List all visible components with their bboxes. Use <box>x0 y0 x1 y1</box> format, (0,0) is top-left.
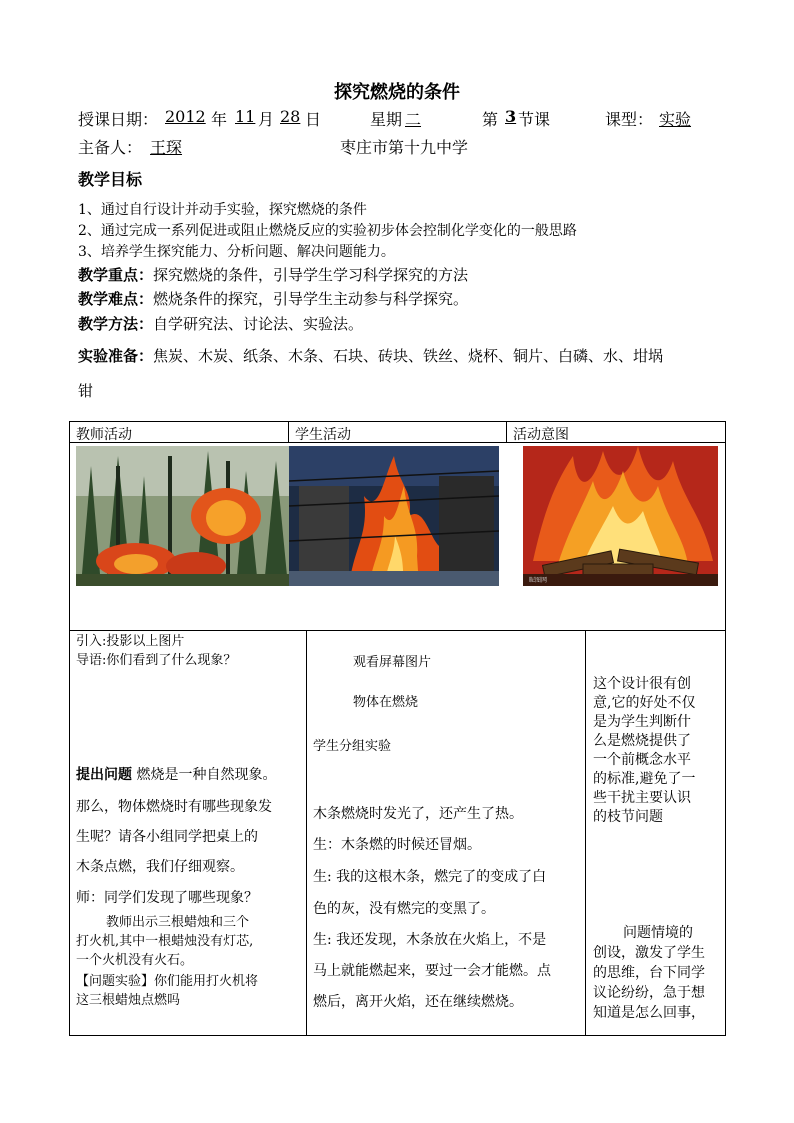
intent-2-line: 议论纷纷，急于想 <box>593 985 705 1001</box>
weekday-label: 星期 <box>370 110 403 129</box>
teacher-line-4: 师：同学们发现了哪些现象？ <box>76 890 258 906</box>
month-value: 11 <box>235 107 256 126</box>
intent-1-line: 么是燃烧提供了 <box>593 733 691 749</box>
type-value: 实验 <box>659 110 692 129</box>
intent-2-line: 知道是怎么回事， <box>593 1005 705 1021</box>
intent-1-line: 意,它的好处不仅 <box>593 695 696 711</box>
method-text: 自学研究法、讨论法、实验法。 <box>153 315 364 333</box>
lesson-suffix: 节课 <box>518 110 551 129</box>
materials <box>78 345 663 366</box>
teacher-demo-2: 打火机,其中一根蜡烛没有灯芯, <box>76 934 254 949</box>
student-10: 燃后，离开火焰，还在继续燃烧。 <box>313 994 523 1010</box>
method <box>78 313 363 334</box>
materials-text: 焦炭、木炭、纸条、木条、石块、砖块、铁丝、烧杯、铜片、白磷、水、坩埚 <box>153 347 664 365</box>
teacher-guide: 导语:你们看到了什么现象？ <box>76 653 237 668</box>
date-label: 授课日期： <box>78 110 159 129</box>
student-9: 马上就能燃起来，要过一会才能燃。点 <box>313 963 551 979</box>
page-title: 探究燃烧的条件 <box>334 82 460 103</box>
key-point <box>78 264 468 285</box>
header-teacher: 教师活动 <box>76 427 132 443</box>
intent-2-line: 的思维，台下同学 <box>593 965 705 981</box>
key-point-text: 探究燃烧的条件，引导学生学习科学探究的方法 <box>153 266 469 284</box>
lesson-prefix: 第 <box>482 110 499 129</box>
teacher-exp-2: 这三根蜡烛点燃吗 <box>76 993 181 1008</box>
campfire-photo <box>523 446 718 586</box>
teacher-line-2: 生呢？请各小组同学把桌上的 <box>76 829 258 845</box>
weekday-value: 二 <box>405 110 422 129</box>
teacher-demo-1: 教师出示三根蜡烛和三个 <box>106 915 250 930</box>
intent-1-line: 的标准,避免了一 <box>593 771 696 787</box>
month-unit: 月 <box>258 110 275 129</box>
day-value: 28 <box>280 107 301 126</box>
question-label: 提出问题 <box>76 767 132 783</box>
objectives-heading: 教学目标 <box>78 170 143 189</box>
intent-note-1 <box>593 675 695 827</box>
intent-1-line: 这个设计很有创 <box>593 676 691 692</box>
lesson-number: 3 <box>505 107 517 126</box>
type-label: 课型： <box>605 110 654 129</box>
key-point-label: 教学重点： <box>78 266 154 284</box>
header-cell-intent <box>506 421 726 443</box>
teacher-line-1: 那么，物体燃烧时有哪些现象发 <box>76 799 272 815</box>
header-cell-teacher <box>69 421 289 443</box>
difficulty-label: 教学难点： <box>78 290 154 308</box>
intent-2-line: 创设，激发了学生 <box>593 945 705 961</box>
materials-label: 实验准备： <box>78 347 154 365</box>
teacher-line-3: 木条点燃，我们仔细观察。 <box>76 859 244 875</box>
student-6: 生: 我的这根木条，燃完了的变成了白 <box>313 869 547 885</box>
header-student: 学生活动 <box>295 427 351 443</box>
preparer-label: 主备人： <box>78 138 143 157</box>
question-text: 燃烧是一种自然现象。 <box>132 767 277 783</box>
difficulty-text: 燃烧条件的探究，引导学生主动参与科学探究。 <box>153 290 469 308</box>
intent-note-2 <box>593 923 705 1023</box>
school-name: 枣庄市第十九中学 <box>340 138 469 157</box>
svg-text:昵图网: 昵图网 <box>529 577 548 584</box>
preparer-value: 王琛 <box>150 138 183 157</box>
header-cell-student <box>288 421 507 443</box>
header-intent: 活动意图 <box>513 427 569 443</box>
intent-1-line: 一个前概念水平 <box>593 752 691 768</box>
building-fire-photo <box>289 446 499 586</box>
objective-1: 1、通过自行设计并动手实验，探究燃烧的条件 <box>78 202 367 218</box>
day-unit: 日 <box>305 110 322 129</box>
method-label: 教学方法： <box>78 315 154 333</box>
objective-2: 2、通过完成一系列促进或阻止燃烧反应的实验初步体会控制化学变化的一般思路 <box>78 223 577 239</box>
student-2: 物体在燃烧 <box>353 695 419 710</box>
intent-1-line: 的枝节问题 <box>593 809 663 825</box>
difficulty <box>78 288 468 309</box>
forest-fire-photo <box>76 446 289 586</box>
student-5: 生：木条燃的时候还冒烟。 <box>313 837 481 853</box>
student-3: 学生分组实验 <box>313 739 392 754</box>
student-4: 木条燃烧时发光了，还产生了热。 <box>313 806 523 822</box>
intent-1-line: 些干扰主要认识 <box>593 790 691 806</box>
objective-3: 3、培养学生探究能力、分析问题、解决问题能力。 <box>78 244 395 260</box>
student-7: 色的灰，没有燃完的变黑了。 <box>313 901 495 917</box>
intent-2-line: 问题情境的 <box>623 925 693 941</box>
year-value: 2012 <box>165 107 206 126</box>
student-1: 观看屏幕图片 <box>353 655 432 670</box>
intent-1-line: 是为学生判断什 <box>593 714 691 730</box>
teacher-intro: 引入:投影以上图片 <box>76 634 185 649</box>
teacher-question <box>76 764 276 784</box>
materials-cont: 钳 <box>78 382 94 400</box>
year-unit: 年 <box>211 110 228 129</box>
teacher-demo-3: 一个火机没有火石。 <box>76 953 194 968</box>
student-8: 生: 我还发现，木条放在火焰上，不是 <box>313 932 547 948</box>
teacher-exp-1: 【问题实验】你们能用打火机将 <box>76 974 259 989</box>
